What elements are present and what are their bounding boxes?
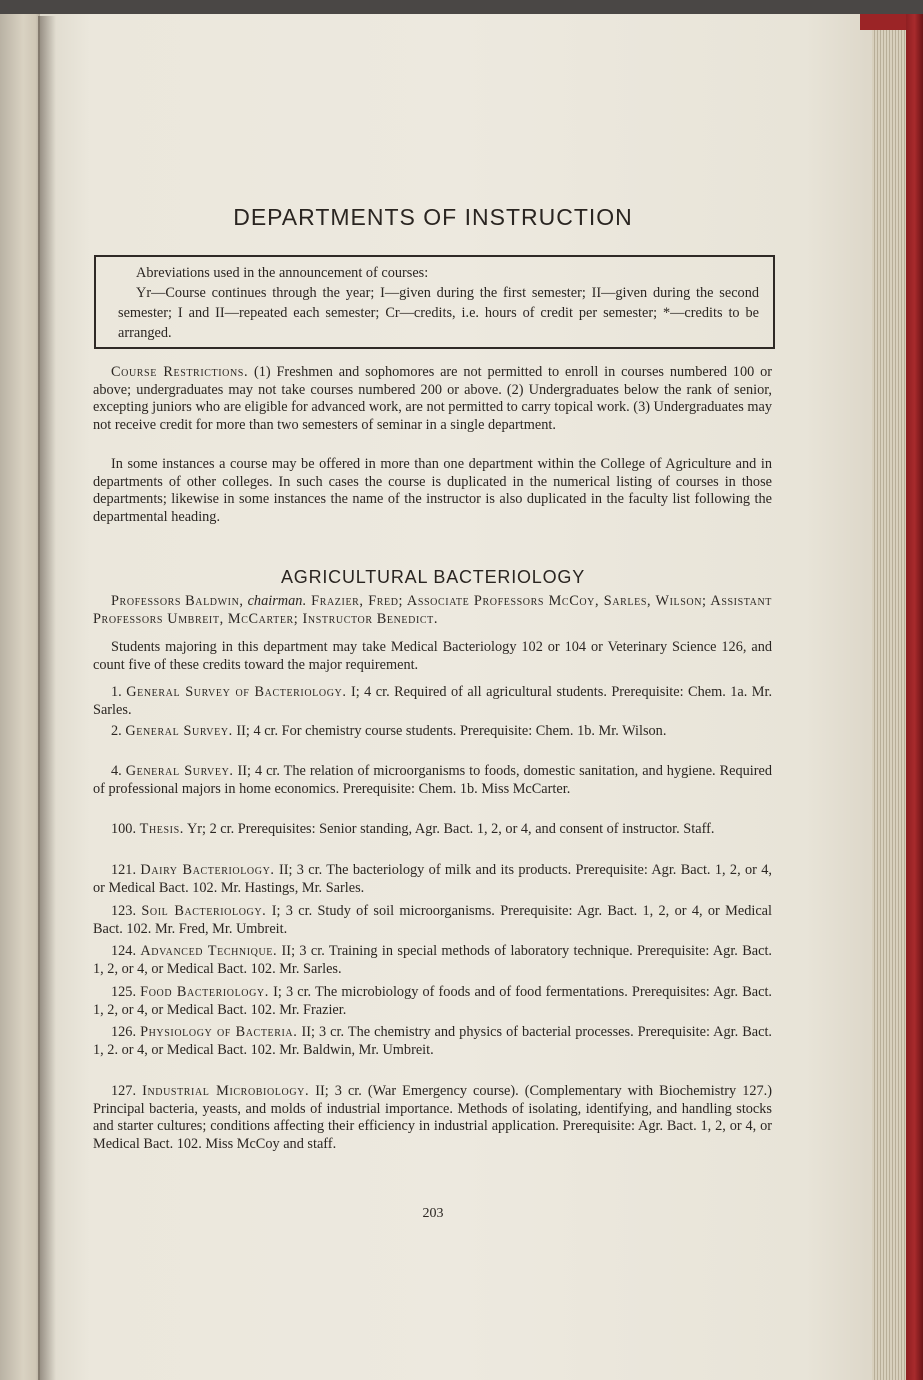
course-entry [93, 903, 772, 938]
department-intro: Students majoring in this department may take Medical Bacteriology 102 or 104 or Veterinary Science 126, and count five of these credits toward the major requirement. [93, 639, 772, 673]
faculty-list [93, 593, 772, 628]
course-restrictions [93, 364, 772, 434]
course-entry [93, 943, 772, 978]
course-entry [93, 723, 772, 741]
course-details: I; 3 cr. The microbiology of foods and of food fermentations. Prerequisites: Agr. Bact. 1, 2, or 4, or Medical Bact. 102. Mr. Frazier. [93, 984, 772, 1018]
faculty-chair-name: Baldwin, [185, 593, 244, 609]
abbreviations-text: Yr—Course continues through the year; I—given during the first semester; II—given during the second semester; I and II—repeated each semester; Cr—credits, i.e. hours of credit per semester; *—credits to be arranged. [118, 285, 759, 341]
course-entry [93, 1083, 772, 1153]
course-number: 121. [111, 862, 137, 878]
page-number: 203 [422, 1206, 444, 1221]
course-name: Industrial Microbiology. [142, 1083, 310, 1099]
course-restrictions-label: Course Restrictions. [111, 364, 249, 380]
course-entry [93, 684, 772, 719]
course-number: 124. [111, 943, 137, 959]
abbreviations-heading: Abreviations used in the announcement of courses: [136, 265, 429, 281]
course-name: General Survey. [125, 723, 233, 739]
abbreviations-box [94, 255, 775, 349]
course-details: I; 3 cr. Study of soil microorganisms. Prerequisite: Agr. Bact. 1, 2, or 4, or Medical Bact. 102. Mr. Fred, Mr. Umbreit. [93, 903, 772, 937]
course-number: 1. [111, 684, 122, 700]
course-number: 100. [111, 821, 137, 837]
faculty-professors-label: Professors [111, 593, 182, 609]
course-details: II; 4 cr. The relation of microorganisms to foods, domestic sanitation, and hygiene. Required of professional majors in home economics. Prerequisite: Chem. 1b. Miss McCarter. [93, 763, 772, 797]
course-number: 4. [111, 763, 122, 779]
course-name: Soil Bacteriology. [141, 903, 267, 919]
course-number: 125. [111, 984, 137, 1000]
course-details: II; 3 cr. The bacteriology of milk and its products. Prerequisite: Agr. Bact. 1, 2, or 4, or Medical Bact. 102. Mr. Hastings, Mr. Sarles. [93, 862, 772, 896]
course-entry [93, 862, 772, 897]
course-details: II; 3 cr. Training in special methods of laboratory technique. Prerequisite: Agr. Bact. 1, 2, or 4, or Medical Bact. 102. Mr. Sarles. [93, 943, 772, 977]
course-entry [93, 763, 772, 798]
faculty-rest: . Frazier, Fred; Associate Professors McCoy, Sarles, Wilson; Assistant Professors Umbreit, McCarter; Instructor Benedict. [93, 593, 773, 627]
course-number: 126. [111, 1024, 137, 1040]
course-name: Dairy Bacteriology. [140, 862, 275, 878]
page-title: DEPARTMENTS OF INSTRUCTION [233, 204, 633, 230]
course-name: General Survey of Bacteriology. [126, 684, 347, 700]
course-name: Food Bacteriology. [140, 984, 269, 1000]
course-name: Advanced Technique. [140, 943, 278, 959]
course-restrictions-text: (1) Freshmen and sophomores are not permitted to enroll in courses numbered 100 or above; undergraduates may not take courses numbered 200 or above. (2) Undergraduates below the rank of senior, excepting juniors who are eligible for advanced work, are not permitted to carry topical work. (3) Undergraduates may not receive credit for more than two semesters of seminar in a single department. [93, 364, 772, 433]
course-details: I; 4 cr. Required of all agricultural students. Prerequisite: Chem. 1a. Mr. Sarles. [93, 684, 773, 718]
course-details: II; 3 cr. The chemistry and physics of bacterial processes. Prerequisite: Agr. Bact. 1, 2. or 4, or Medical Bact. 102. Mr. Baldwin, Mr. Umbreit. [93, 1024, 772, 1058]
course-name: Physiology of Bacteria. [140, 1024, 298, 1040]
course-number: 2. [111, 723, 122, 739]
course-details: II; 4 cr. For chemistry course students. Prerequisite: Chem. 1b. Mr. Wilson. [236, 723, 667, 739]
course-entry [93, 984, 772, 1019]
course-name: General Survey. [125, 763, 234, 779]
course-entry [93, 1024, 772, 1059]
course-name: Thesis. [139, 821, 184, 837]
department-heading: AGRICULTURAL BACTERIOLOGY [280, 567, 586, 587]
course-number: 123. [111, 903, 137, 919]
faculty-chair-title: chairman [247, 593, 303, 609]
course-number: 127. [111, 1083, 137, 1099]
course-details: Yr; 2 cr. Prerequisites: Senior standing, Agr. Bact. 1, 2, or 4, and consent of instructor. Staff. [186, 821, 715, 837]
course-details: II; 3 cr. (War Emergency course). (Complementary with Biochemistry 127.) Principal bacteria, yeasts, and molds of industrial importance. Methods of isolating, identifying, and handling stocks and starter cultures; conditions affecting their efficiency in industrial application. Prerequisite: Agr. Bact. 1, 2, or 4, or Medical Bact. 102. Miss McCoy and staff. [93, 1083, 773, 1152]
duplication-note: In some instances a course may be offered in more than one department within the College of Agriculture and in departments of other colleges. In such cases the course is duplicated in the numerical listing of courses in those departments; likewise in some instances the name of the instructor is also duplicated in the faculty list following the departmental heading. [93, 456, 772, 525]
course-entry [93, 821, 772, 839]
